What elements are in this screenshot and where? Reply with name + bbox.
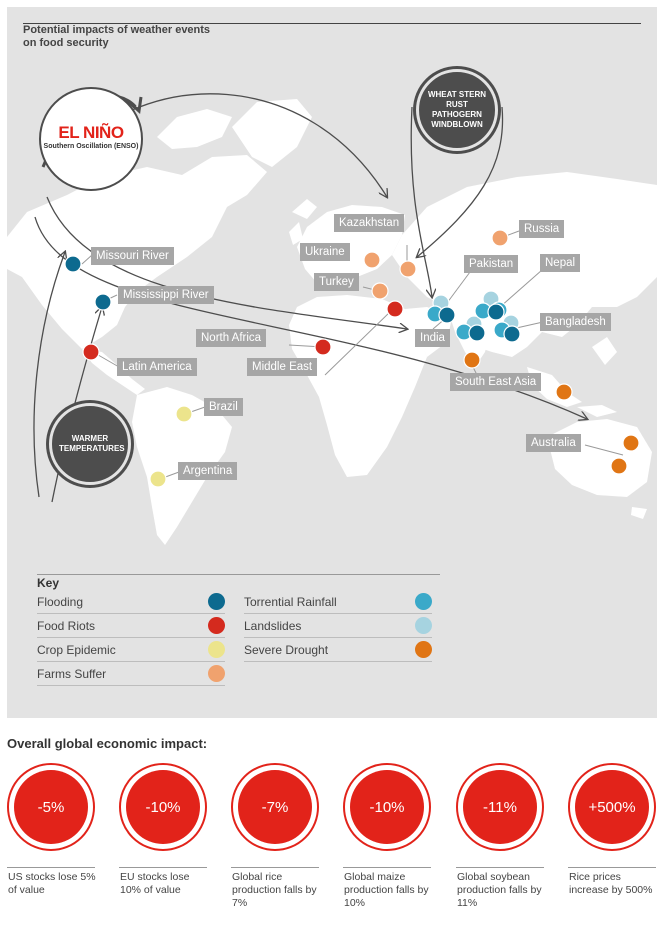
label-bangladesh: Bangladesh — [540, 313, 611, 331]
dot-drought-se-asia — [556, 384, 572, 400]
label-latin-america: Latin America — [117, 358, 197, 376]
dot-farms-russia — [492, 230, 508, 246]
impact-rule — [456, 867, 544, 868]
impact-rule — [343, 867, 431, 868]
label-brazil: Brazil — [204, 398, 243, 416]
key-item-food-riots — [37, 614, 225, 638]
key-dot-landslides — [415, 617, 432, 634]
key-item-crop-epidemic — [37, 638, 225, 662]
dot-flooding-missouri — [65, 256, 81, 272]
key-dot-severe-drought — [415, 641, 432, 658]
label-argentina: Argentina — [178, 462, 237, 480]
dot-drought-australia-1 — [623, 435, 639, 451]
impact-value: -7% — [238, 770, 312, 844]
dot-crop-argentina — [150, 471, 166, 487]
impact-rule — [119, 867, 207, 868]
wheat-rust-badge — [416, 69, 498, 151]
key-label-crop-epidemic: Crop Epidemic — [37, 643, 116, 657]
enso-badge — [39, 87, 143, 191]
impact-description: EU stocks lose 10% of value — [120, 871, 190, 896]
label-nepal: Nepal — [540, 254, 580, 272]
label-middle-east: Middle East — [247, 358, 317, 376]
dot-flood-pakistan — [439, 307, 455, 323]
label-mississippi-river: Mississippi River — [118, 286, 214, 304]
impact-value: -10% — [350, 770, 424, 844]
dot-riots-middle-east — [387, 301, 403, 317]
impact-description: Rice prices increase by 500% — [569, 871, 653, 896]
key-label-flooding: Flooding — [37, 595, 84, 609]
key-label-food-riots: Food Riots — [37, 619, 96, 633]
enso-subtitle: Southern Oscillation (ENSO) — [43, 143, 139, 150]
key-label-severe-drought: Severe Drought — [244, 643, 329, 657]
warmer-temperatures-badge — [49, 403, 131, 485]
impact-rule — [231, 867, 319, 868]
key-item-flooding — [37, 590, 225, 614]
dot-farms-turkey — [372, 283, 388, 299]
dot-farms-kazakhstan — [400, 261, 416, 277]
label-kazakhstan: Kazakhstan — [334, 214, 404, 232]
label-missouri-river: Missouri River — [91, 247, 174, 265]
impact-heading: Overall global economic impact: — [7, 736, 208, 751]
key-label-torrential-rainfall: Torrential Rainfall — [244, 595, 337, 609]
impact-rule — [568, 867, 656, 868]
key-dot-torrential-rainfall — [415, 593, 432, 610]
dot-riots-north-africa — [315, 339, 331, 355]
label-russia: Russia — [519, 220, 564, 238]
label-pakistan: Pakistan — [464, 255, 518, 273]
dot-drought-australia-2 — [611, 458, 627, 474]
label-australia: Australia — [526, 434, 581, 452]
map-title: Potential impacts of weather events on food security — [23, 24, 211, 49]
impact-rule — [7, 867, 95, 868]
key-label-farms-suffer: Farms Suffer — [37, 667, 107, 681]
dot-flood-nepal — [488, 304, 504, 320]
label-south-east-asia: South East Asia — [450, 373, 541, 391]
impact-value: -11% — [463, 770, 537, 844]
key-dot-farms-suffer — [208, 665, 225, 682]
warmer-temperatures-text: WARMER TEMPERATURES — [59, 434, 125, 453]
key-dot-food-riots — [208, 617, 225, 634]
impact-description: Global rice production falls by 7% — [232, 871, 317, 909]
impact-value: -5% — [14, 770, 88, 844]
label-india: India — [415, 329, 450, 347]
key-label-landslides: Landslides — [244, 619, 302, 633]
key-rule — [37, 574, 440, 575]
dot-flooding-mississippi — [95, 294, 111, 310]
key-dot-flooding — [208, 593, 225, 610]
impact-value: +500% — [575, 770, 649, 844]
map-panel — [7, 7, 657, 718]
dot-crop-brazil — [176, 406, 192, 422]
dot-flood-bangladesh — [504, 326, 520, 342]
key-item-torrential-rainfall — [244, 590, 432, 614]
wheat-rust-text: WHEAT STERN RUST PATHOGERN WINDBLOWN — [427, 90, 487, 129]
impact-description: Global maize production falls by 10% — [344, 871, 429, 909]
key-item-severe-drought — [244, 638, 432, 662]
label-ukraine: Ukraine — [300, 243, 350, 261]
dot-drought-india — [464, 352, 480, 368]
impact-value: -10% — [126, 770, 200, 844]
key-item-farms-suffer — [37, 662, 225, 686]
key-legend — [28, 566, 440, 700]
label-north-africa: North Africa — [196, 329, 266, 347]
dot-riots-latin-america — [83, 344, 99, 360]
impact-description: Global soybean production falls by 11% — [457, 871, 542, 909]
key-item-landslides — [244, 614, 432, 638]
label-turkey: Turkey — [314, 273, 359, 291]
dot-farms-ukraine — [364, 252, 380, 268]
dot-flood-india — [469, 325, 485, 341]
key-dot-crop-epidemic — [208, 641, 225, 658]
impact-description: US stocks lose 5% of value — [8, 871, 96, 896]
enso-title: EL NIÑO — [58, 123, 124, 142]
key-title: Key — [37, 576, 60, 590]
